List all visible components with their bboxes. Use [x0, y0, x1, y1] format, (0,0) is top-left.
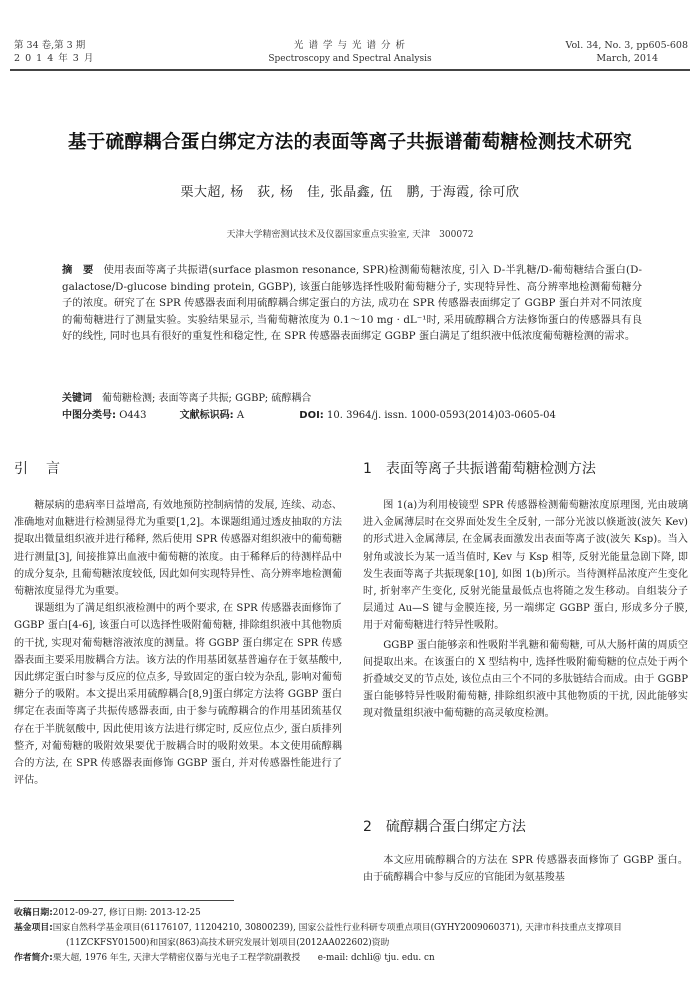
section2-paragraph: 本文应用硫醇耦合的方法在 SPR 传感器表面修饰了 GGBP 蛋白。由于硫醇耦合中参与反应的官能团为氨基羧基: [363, 855, 688, 884]
abstract-text: 使用表面等离子共振谱(surface plasmon resonance, SPR)检测葡萄糖浓度, 引入 D-半乳糖/D-葡萄糖结合蛋白(D-galactose/D-glucose binding protein, GGBP), 该蛋白能够选择性吸附葡萄糖分子, 实现特异性、高分辨率地检测葡萄糖分子的浓度。研究了在 SPR 传感器表面利用硫醇耦合绑定蛋白的方法, 成功在 SPR 传感器表面绑定了 GGBP 蛋白并对不同浓度的葡萄糖进行了测量实验。实验结果显示, 当葡萄糖浓度为 0.1～10 mg · dL⁻¹时, 采用硫醇耦合方法修饰蛋白的传感器具有良好的线性, 同时也具有很好的重复性和稳定性, 在 SPR 传感器表面绑定 GGBP 蛋白满足了组织液中低浓度葡萄糖检测的需求。: [62, 264, 642, 343]
section-heading-1: 1 表面等离子共振谱葡萄糖检测方法: [363, 461, 596, 477]
doi-label: DOI:: [299, 410, 324, 421]
author-bio-label: 作者简介:: [14, 953, 53, 963]
clc-label: 中图分类号:: [62, 410, 116, 421]
fund-label: 基金项目:: [14, 923, 53, 933]
section1-paragraph: 图 1(a)为利用棱镜型 SPR 传感器检测葡萄糖浓度原理图, 光由玻璃进入金属薄层时在交界面处发生全反射, 一部分光波以倏逝波(波矢 Kev)的形式进入金属薄层, 在金属表面激发出表面等离子波(波矢 Ksp)。当入射角或波长为某一适当值时, Kev 与 Ksp 相等, 反射光能量急剧下降, 即发生表面等离子共振现象[10], 如图 1(b)所示。当待测样品浓度产生变化时, 折射率产生变化, 反射光能量最低点也将随之发生移动。自组装分子层通过 Au—S 键与金膜连接, 另一端绑定 GGBP 蛋白, 形成多分子膜, 用于对葡萄糖进行特异性吸附。: [363, 500, 688, 632]
footnotes: [14, 906, 690, 966]
fund-info: [14, 921, 690, 951]
keywords-line: [62, 391, 642, 407]
section1-paragraph: GGBP 蛋白能够亲和性吸附半乳糖和葡萄糖, 可从大肠杆菌的周质空间提取出来。在该蛋白的 X 型结构中, 选择性吸附葡萄糖的位点处于两个折叠域交叉的节点处, 该位点由三个不同的多肽链结合而成。由于 GGBP 蛋白能够特异性吸附葡萄糖, 排除组织液中其他物质的干扰, 因此能够实现对微量组织液中葡萄糖的高灵敏度检测。: [363, 639, 688, 720]
abstract-block: [62, 262, 642, 345]
journal-volume: 第 34 卷,第 3 期: [14, 40, 86, 51]
intro-body: [14, 497, 342, 789]
received-value: 2012-09-27, 修订日期: 2013-12-25: [52, 908, 201, 918]
doc-code-label: 文献标识码:: [179, 410, 234, 421]
received-label: 收稿日期:: [14, 908, 53, 918]
footnote-rule: [14, 900, 234, 901]
issue-month: March, 2014: [596, 53, 658, 64]
journal-name-en: Spectroscopy and Spectral Analysis: [268, 54, 432, 64]
fund-value: 国家自然科学基金项目(61176107, 11204210, 30800239), 国家公益性行业科研专项重点项目(GYHY2009060371), 天津市科技重点支撑项目(11ZCKFSY01500)和国家(863)高技术研究发展计划项目(2012AA022602)资助: [52, 923, 622, 948]
journal-date: 2 0 1 4 年 3 月: [14, 53, 95, 64]
author-bio: [14, 951, 690, 966]
journal-name-cn: 光 谱 学 与 光 谱 分 析: [293, 40, 407, 51]
paper-title: 基于硫醇耦合蛋白绑定方法的表面等离子共振谱葡萄糖检测技术研究: [67, 132, 632, 153]
doi-value: 10. 3964/j. issn. 1000-0593(2014)03-0605-04: [327, 410, 556, 421]
doc-code-value: A: [236, 410, 245, 421]
abstract-label: 摘 要: [62, 264, 94, 276]
author-list: 栗大超, 杨 荻, 杨 佳, 张晶鑫, 伍 鹏, 于海霞, 徐可欣: [180, 185, 520, 200]
header-rule: [10, 69, 690, 71]
clc-value: O443: [119, 410, 147, 421]
intro-paragraph: 糖尿病的患病率日益增高, 有效地预防控制病情的发展, 连续、动态、准确地对血糖进行检测显得尤为重要[1,2]。本课题组通过透皮抽取的方法提取出微量组织液并进行稀释, 然后使用 SPR 传感器对组织液中的葡萄糖进行测量[3], 间接推算出血液中葡萄糖的浓度。由于稀释后的待测样品中的成分复杂, 且葡萄糖浓度较低, 因此如何实现特异性、高分辨率地检测葡萄糖浓度显得尤为重要。: [14, 500, 342, 598]
classification-line: [62, 408, 662, 424]
section2-body: [363, 852, 688, 886]
intro-paragraph: 课题组为了满足组织液检测中的两个要求, 在 SPR 传感器表面修饰了 GGBP 蛋白[4-6], 该蛋白可以选择性吸附葡萄糖, 排除组织液中其他物质的干扰, 实现对葡萄糖溶液浓度的测量。将 GGBP 蛋白绑定在 SPR 传感器表面主要采用胺耦合方法。该方法的作用基团氨基普遍存在于氨基酸中, 因此绑定蛋白时参与反应的位点多, 导致固定的蛋白较为杂乱, 影响对葡萄糖分子的吸附。本文提出采用硫醇耦合[8,9]蛋白绑定方法将 GGBP 蛋白绑定在表面等离子共振传感器表面, 由于参与硫醇耦合的作用基团巯基仅存在于半胱氨酸中, 因此使用该方法进行绑定时, 反应位点少, 蛋白质排列整齐, 对葡萄糖的吸附效果要优于胺耦合时的吸附效果。本文使用硫醇耦合的方法, 在 SPR 传感器表面修饰 GGBP 蛋白, 并对传感器性能进行了评估。: [14, 603, 342, 787]
keywords-text: 葡萄糖检测; 表面等离子共振; GGBP; 硫醇耦合: [102, 393, 312, 404]
received-date: [14, 906, 690, 921]
volume-pages: Vol. 34, No. 3, pp605-608: [565, 40, 688, 51]
affiliation: 天津大学精密测试技术及仪器国家重点实验室, 天津 300072: [226, 230, 474, 240]
keywords-label: 关键词: [62, 393, 92, 404]
section1-body: [363, 497, 688, 723]
author-bio-value: 栗大超, 1976 年生, 天津大学精密仪器与光电子工程学院副教授 e-mail: dchli@ tju. edu. cn: [52, 953, 435, 963]
section-heading-intro: 引 言: [14, 461, 62, 477]
section-heading-2: 2 硫醇耦合蛋白绑定方法: [363, 819, 526, 835]
